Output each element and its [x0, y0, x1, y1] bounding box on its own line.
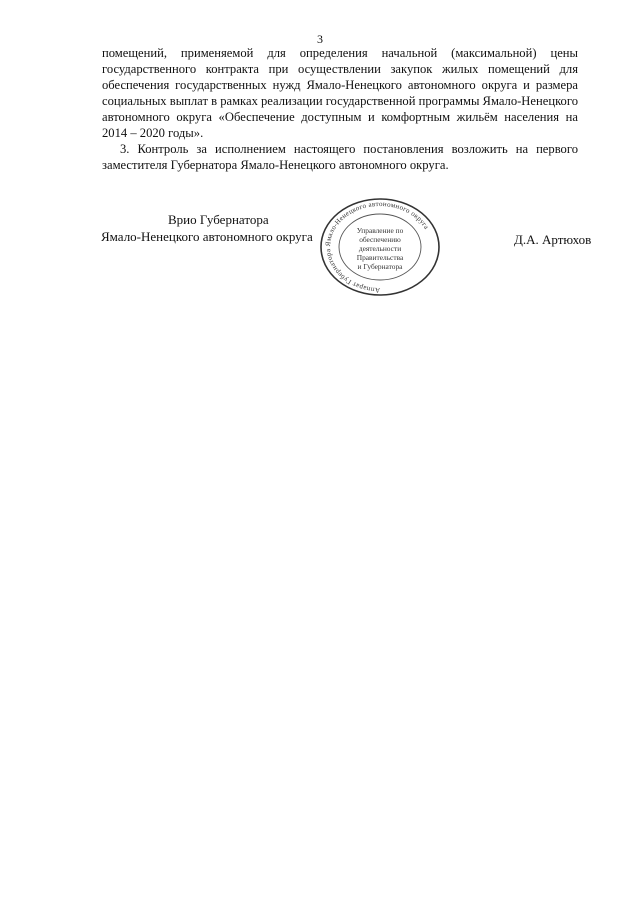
paragraph-control-clause: 3. Контроль за исполнением настоящего постановления возложить на первого заместителя Губернатора Ямало-Ненецкого автономного округа.: [102, 142, 578, 172]
seal-center-line-5: и Губернатора: [357, 262, 403, 271]
body-text: [102, 45, 578, 173]
paragraph-continuation: помещений, применяемой для определения начальной (максимальной) цены государственного контракта при осуществлении закупок жилых помещений для обеспечения государственных нужд Ямало-Ненецкого автономного округа и размера социальных выплат в рамках реализации государственной программы Ямало-Ненецкого автономного округа «Обеспечение доступным и комфортным жильём населения на 2014 – 2020 годы».: [102, 46, 578, 140]
official-seal: [318, 193, 442, 297]
signatory-title-line2: Ямало-Ненецкого автономного округа: [101, 229, 313, 244]
seal-center-line-1: Управление по: [356, 226, 404, 235]
seal-center-line-2: обеспечению: [359, 235, 401, 244]
signatory-title-line1: Врио Губернатора: [168, 212, 269, 227]
seal-center-line-4: Правительства: [356, 253, 404, 262]
page-number: 3: [317, 32, 323, 46]
signatory-name: Д.А. Артюхов: [514, 232, 592, 247]
seal-ring-text: Аппарат Губернатора Ямало-Ненецкого автономного округа: [323, 199, 431, 295]
seal-center-line-3: деятельности: [358, 244, 402, 253]
